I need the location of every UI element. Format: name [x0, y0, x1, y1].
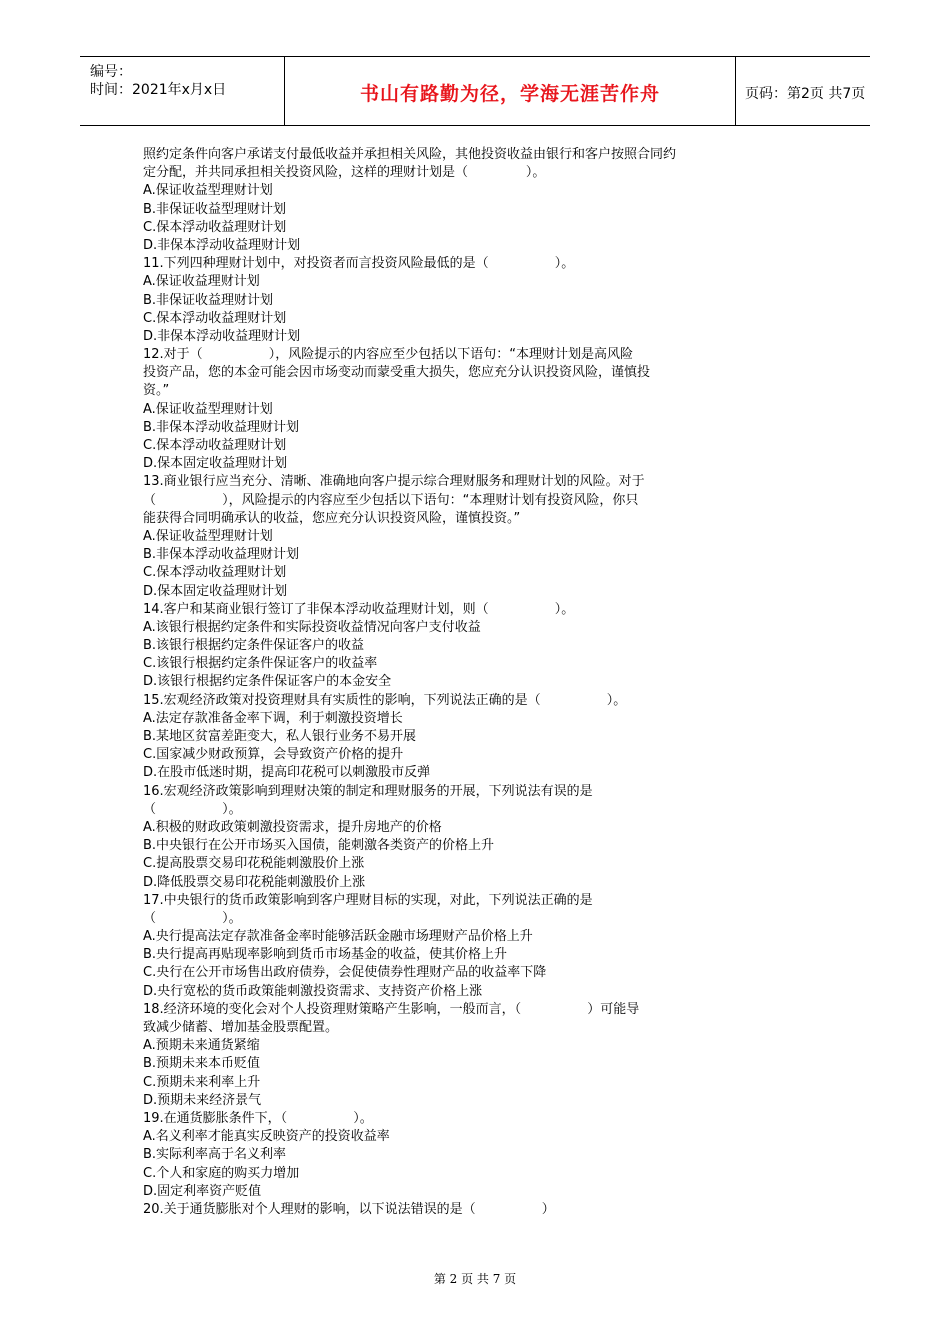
text-line: B.非保证收益型理财计划 — [143, 201, 287, 217]
number-label: 编号： — [90, 64, 132, 80]
text-line: D.固定利率资产贬值 — [143, 1183, 262, 1199]
text-line: A.保证收益型理财计划 — [143, 183, 273, 199]
text-line: 15.宏观经济政策对投资理财具有实质性的影响，下列说法正确的是（ ）。 — [143, 692, 627, 708]
header-info-cell — [80, 57, 284, 125]
page-number-label: 页码：第2页 共7页 — [745, 86, 866, 102]
text-line: 投资产品，您的本金可能会因市场变动而蒙受重大损失，您应充分认识投资风险，谨慎投 — [143, 365, 651, 381]
text-line: B.央行提高再贴现率影响到货币市场基金的收益，使其价格上升 — [143, 947, 508, 963]
text-line: 13.商业银行应当充分、清晰、准确地向客户提示综合理财服务和理财计划的风险。对于 — [143, 474, 645, 490]
text-line: C.个人和家庭的购买力增加 — [143, 1165, 300, 1181]
text-line: D.降低股票交易印花税能刺激股价上涨 — [143, 874, 366, 890]
text-line: （ ），风险提示的内容应至少包括以下语句：“本理财计划有投资风险，你只 — [143, 492, 639, 508]
text-line: B.实际利率高于名义利率 — [143, 1147, 287, 1163]
text-line: A.积极的财政政策刺激投资需求，提升房地产的价格 — [143, 819, 442, 835]
text-line: 19.在通货膨胀条件下，（ ）。 — [143, 1110, 373, 1126]
text-line: C.保本浮动收益理财计划 — [143, 438, 287, 453]
header-motto-cell — [284, 57, 736, 125]
text-line: D.非保本浮动收益理财计划 — [143, 237, 301, 253]
text-line: A.央行提高法定存款准备金率时能够活跃金融市场理财产品价格上升 — [143, 929, 533, 945]
text-line: B.非保本浮动收益理财计划 — [143, 419, 300, 435]
text-line: C.保本浮动收益理财计划 — [143, 565, 287, 581]
text-line: D.非保本浮动收益理财计划 — [143, 328, 301, 344]
text-line: B.预期未来本币贬值 — [143, 1056, 261, 1072]
text-line: （ ）。 — [143, 910, 242, 926]
text-line: B.非保本浮动收益理财计划 — [143, 547, 300, 563]
text-line: B.该银行根据约定条件保证客户的收益 — [143, 638, 365, 654]
text-line: A.保证收益型理财计划 — [143, 528, 273, 544]
text-line: D.保本固定收益理财计划 — [143, 583, 288, 599]
text-line: 能获得合同明确承认的收益，您应充分认识投资风险，谨慎投资。” — [143, 510, 521, 526]
text-line: B.某地区贫富差距变大，私人银行业务不易开展 — [143, 729, 417, 744]
text-line: 致减少储蓄、增加基金股票配置。 — [143, 1020, 339, 1035]
text-line: D.该银行根据约定条件保证客户的本金安全 — [143, 674, 392, 690]
question-body — [143, 146, 823, 1219]
text-line: 14.客户和某商业银行签订了非保本浮动收益理财计划，则（ ）。 — [143, 601, 575, 617]
header-page-cell — [735, 57, 870, 125]
text-line: C.预期未来利率上升 — [143, 1074, 261, 1090]
text-line: C.该银行根据约定条件保证客户的收益率 — [143, 656, 378, 672]
text-line: （ ）。 — [143, 801, 242, 817]
page-header — [80, 56, 870, 126]
text-line: 12.对于（ ），风险提示的内容应至少包括以下语句：“本理财计划是高风险 — [143, 347, 634, 363]
text-line: C.保本浮动收益理财计划 — [143, 310, 287, 326]
text-line: D.保本固定收益理财计划 — [143, 456, 288, 472]
text-line: A.该银行根据约定条件和实际投资收益情况向客户支付收益 — [143, 619, 481, 635]
text-line: A.预期未来通货紧缩 — [143, 1038, 260, 1054]
time-label: 时间：2021年x月x日 — [90, 82, 227, 98]
text-line: 18.经济环境的变化会对个人投资理财策略产生影响，一般而言，（ ）可能导 — [143, 1001, 640, 1017]
text-line: C.央行在公开市场售出政府债券，会促使债券性理财产品的收益率下降 — [143, 965, 547, 981]
text-line: C.提高股票交易印花税能刺激股价上涨 — [143, 856, 365, 872]
text-line: A.保证收益型理财计划 — [143, 401, 273, 417]
text-line: C.国家减少财政预算，会导致资产价格的提升 — [143, 747, 404, 763]
text-line: 照约定条件向客户承诺支付最低收益并承担相关风险，其他投资收益由银行和客户按照合同约 — [143, 147, 677, 162]
text-line: D.预期未来经济景气 — [143, 1092, 262, 1108]
page-footer: 第 2 页 共 7 页 — [433, 1272, 517, 1286]
text-line: D.央行宽松的货币政策能刺激投资需求、支持资产价格上涨 — [143, 983, 483, 999]
text-line: 11.下列四种理财计划中，对投资者而言投资风险最低的是（ ）。 — [143, 256, 575, 272]
text-line: D.在股市低迷时期，提高印花税可以刺激股市反弹 — [143, 765, 431, 781]
text-line: A.法定存款准备金率下调，利于刺激投资增长 — [143, 710, 403, 726]
text-line: C.保本浮动收益理财计划 — [143, 219, 287, 235]
text-line: B.中央银行在公开市场买入国债，能刺激各类资产的价格上升 — [143, 838, 495, 854]
text-line: 20.关于通货膨胀对个人理财的影响，以下说法错误的是（ ） — [143, 1201, 555, 1217]
text-line: 定分配，并共同承担相关投资风险，这样的理财计划是（ ）。 — [143, 165, 546, 181]
text-line: B.非保证收益理财计划 — [143, 292, 274, 308]
text-line: 资。” — [143, 383, 170, 399]
motto-text: 书山有路勤为径，学海无涯苦作舟 — [359, 83, 660, 105]
text-line: A.名义利率才能真实反映资产的投资收益率 — [143, 1129, 390, 1145]
text-line: 17.中央银行的货币政策影响到客户理财目标的实现，对此，下列说法正确的是 — [143, 892, 593, 908]
text-line: A.保证收益理财计划 — [143, 274, 260, 290]
text-line: 16.宏观经济政策影响到理财决策的制定和理财服务的开展，下列说法有误的是 — [143, 783, 593, 799]
